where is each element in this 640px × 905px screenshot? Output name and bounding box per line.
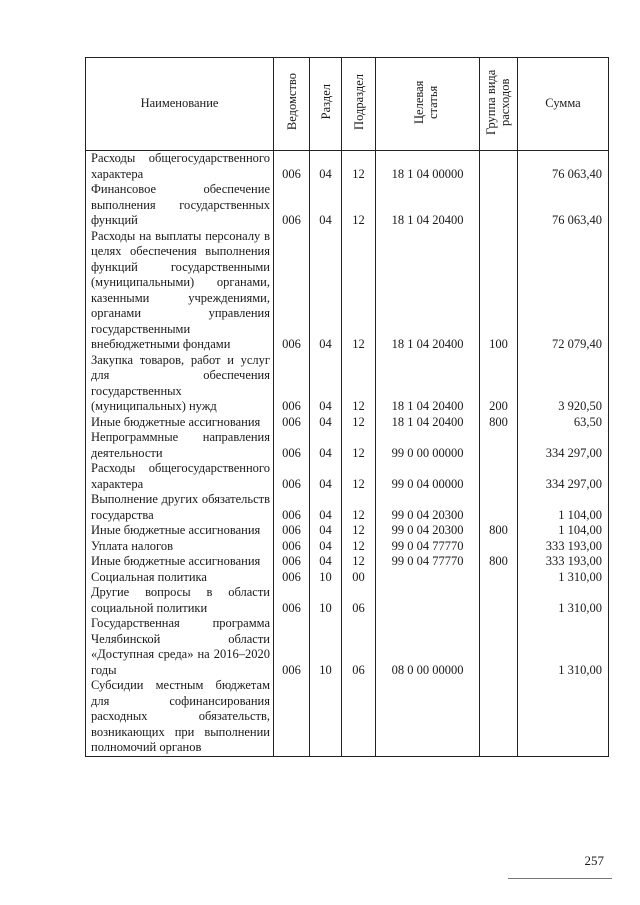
table-row xyxy=(86,353,609,415)
row-section: 04 xyxy=(310,554,342,570)
row-sum: 1 310,00 xyxy=(518,616,609,678)
row-group: 800 xyxy=(480,554,518,570)
row-subsection: 12 xyxy=(342,554,376,570)
header-sum: Сумма xyxy=(518,58,609,151)
row-section: 10 xyxy=(310,570,342,586)
row-target: 18 1 04 00000 xyxy=(376,151,480,183)
row-group: 800 xyxy=(480,523,518,539)
row-name: Выполнение других обязательств государства xyxy=(86,492,274,523)
row-department: 006 xyxy=(274,430,310,461)
row-name: Субсидии местным бюджетам для софинансирования расходных обязательств, возникающих при выполнении полномочий органов xyxy=(86,678,274,756)
row-name: Другие вопросы в области социальной политики xyxy=(86,585,274,616)
footer-rule xyxy=(508,878,612,879)
row-group: 100 xyxy=(480,229,518,353)
row-department: 006 xyxy=(274,353,310,415)
row-target: 18 1 04 20400 xyxy=(376,415,480,431)
table-row xyxy=(86,554,609,570)
row-subsection: 12 xyxy=(342,523,376,539)
row-name: Финансовое обеспечение выполнения государственных функций xyxy=(86,182,274,229)
table-row xyxy=(86,182,609,229)
row-target: 18 1 04 20400 xyxy=(376,229,480,353)
row-target: 99 0 00 00000 xyxy=(376,430,480,461)
header-target: Целевая статья xyxy=(376,58,480,151)
row-group xyxy=(480,678,518,756)
row-department: 006 xyxy=(274,585,310,616)
row-target xyxy=(376,570,480,586)
table-row xyxy=(86,570,609,586)
row-name: Государственная программа Челябинской области «Доступная среда» на 2016–2020 годы xyxy=(86,616,274,678)
row-subsection: 12 xyxy=(342,539,376,555)
row-section: 04 xyxy=(310,353,342,415)
row-subsection: 12 xyxy=(342,461,376,492)
row-group xyxy=(480,430,518,461)
row-target: 08 0 00 00000 xyxy=(376,616,480,678)
row-department xyxy=(274,678,310,756)
row-section: 04 xyxy=(310,492,342,523)
header-department: Ведомство xyxy=(274,58,310,151)
row-name: Расходы на выплаты персоналу в целях обеспечения выполнения функций государственными (муниципальными) органами, казенными учреждениями, органами управления государственными внебюджетными фондами xyxy=(86,229,274,353)
row-sum: 72 079,40 xyxy=(518,229,609,353)
row-section: 04 xyxy=(310,415,342,431)
table-row xyxy=(86,678,609,756)
row-target: 99 0 04 20300 xyxy=(376,523,480,539)
row-group xyxy=(480,492,518,523)
row-sum: 1 104,00 xyxy=(518,492,609,523)
row-group xyxy=(480,151,518,183)
row-section: 04 xyxy=(310,461,342,492)
row-section: 04 xyxy=(310,523,342,539)
row-target: 99 0 04 77770 xyxy=(376,539,480,555)
page-number: 257 xyxy=(584,853,604,868)
row-name: Иные бюджетные ассигнования xyxy=(86,523,274,539)
table-row xyxy=(86,523,609,539)
row-department: 006 xyxy=(274,461,310,492)
row-target: 18 1 04 20400 xyxy=(376,353,480,415)
row-section: 04 xyxy=(310,539,342,555)
row-name: Иные бюджетные ассигнования xyxy=(86,554,274,570)
row-department: 006 xyxy=(274,570,310,586)
row-section: 04 xyxy=(310,151,342,183)
table-row xyxy=(86,585,609,616)
row-target: 18 1 04 20400 xyxy=(376,182,480,229)
budget-table xyxy=(85,57,609,757)
row-department: 006 xyxy=(274,492,310,523)
row-subsection: 12 xyxy=(342,430,376,461)
row-subsection: 12 xyxy=(342,415,376,431)
row-department: 006 xyxy=(274,523,310,539)
row-department: 006 xyxy=(274,415,310,431)
row-section: 04 xyxy=(310,182,342,229)
table-body xyxy=(86,151,609,757)
row-group xyxy=(480,585,518,616)
row-name: Социальная политика xyxy=(86,570,274,586)
row-subsection: 12 xyxy=(342,151,376,183)
row-department: 006 xyxy=(274,616,310,678)
header-name: Наименование xyxy=(86,58,274,151)
table-row xyxy=(86,430,609,461)
row-department: 006 xyxy=(274,554,310,570)
row-sum: 1 310,00 xyxy=(518,585,609,616)
row-subsection: 12 xyxy=(342,182,376,229)
header-expense-group: Группа вида расходов xyxy=(480,58,518,151)
row-sum: 334 297,00 xyxy=(518,430,609,461)
row-group xyxy=(480,539,518,555)
row-sum: 3 920,50 xyxy=(518,353,609,415)
row-sum: 333 193,00 xyxy=(518,539,609,555)
row-target: 99 0 04 20300 xyxy=(376,492,480,523)
table-row xyxy=(86,151,609,183)
row-sum: 76 063,40 xyxy=(518,151,609,183)
row-target: 99 0 04 00000 xyxy=(376,461,480,492)
header-section: Раздел xyxy=(310,58,342,151)
row-group: 200 xyxy=(480,353,518,415)
row-group xyxy=(480,461,518,492)
row-subsection: 06 xyxy=(342,616,376,678)
row-name: Расходы общегосударственного характера xyxy=(86,151,274,183)
row-sum xyxy=(518,678,609,756)
row-subsection xyxy=(342,678,376,756)
table-row xyxy=(86,229,609,353)
row-sum: 76 063,40 xyxy=(518,182,609,229)
row-subsection: 12 xyxy=(342,492,376,523)
row-name: Расходы общегосударственного характера xyxy=(86,461,274,492)
row-name: Закупка товаров, работ и услуг для обеспечения государственных (муниципальных) нужд xyxy=(86,353,274,415)
row-department: 006 xyxy=(274,229,310,353)
row-sum: 1 310,00 xyxy=(518,570,609,586)
row-name: Уплата налогов xyxy=(86,539,274,555)
row-name: Иные бюджетные ассигнования xyxy=(86,415,274,431)
row-group xyxy=(480,616,518,678)
row-target xyxy=(376,585,480,616)
row-department: 006 xyxy=(274,182,310,229)
row-sum: 334 297,00 xyxy=(518,461,609,492)
row-sum: 63,50 xyxy=(518,415,609,431)
row-subsection: 12 xyxy=(342,353,376,415)
row-section xyxy=(310,678,342,756)
row-department: 006 xyxy=(274,539,310,555)
row-target xyxy=(376,678,480,756)
table-row xyxy=(86,461,609,492)
row-section: 10 xyxy=(310,616,342,678)
row-section: 04 xyxy=(310,430,342,461)
row-section: 04 xyxy=(310,229,342,353)
row-subsection: 06 xyxy=(342,585,376,616)
row-group xyxy=(480,182,518,229)
table-row xyxy=(86,539,609,555)
table-row xyxy=(86,492,609,523)
row-sum: 1 104,00 xyxy=(518,523,609,539)
row-name: Непрограммные направления деятельности xyxy=(86,430,274,461)
row-group: 800 xyxy=(480,415,518,431)
row-subsection: 12 xyxy=(342,229,376,353)
row-target: 99 0 04 77770 xyxy=(376,554,480,570)
row-group xyxy=(480,570,518,586)
table-row xyxy=(86,616,609,678)
row-subsection: 00 xyxy=(342,570,376,586)
header-subsection: Подраздел xyxy=(342,58,376,151)
table-row xyxy=(86,415,609,431)
table-header-row xyxy=(86,58,609,151)
row-section: 10 xyxy=(310,585,342,616)
row-sum: 333 193,00 xyxy=(518,554,609,570)
row-department: 006 xyxy=(274,151,310,183)
